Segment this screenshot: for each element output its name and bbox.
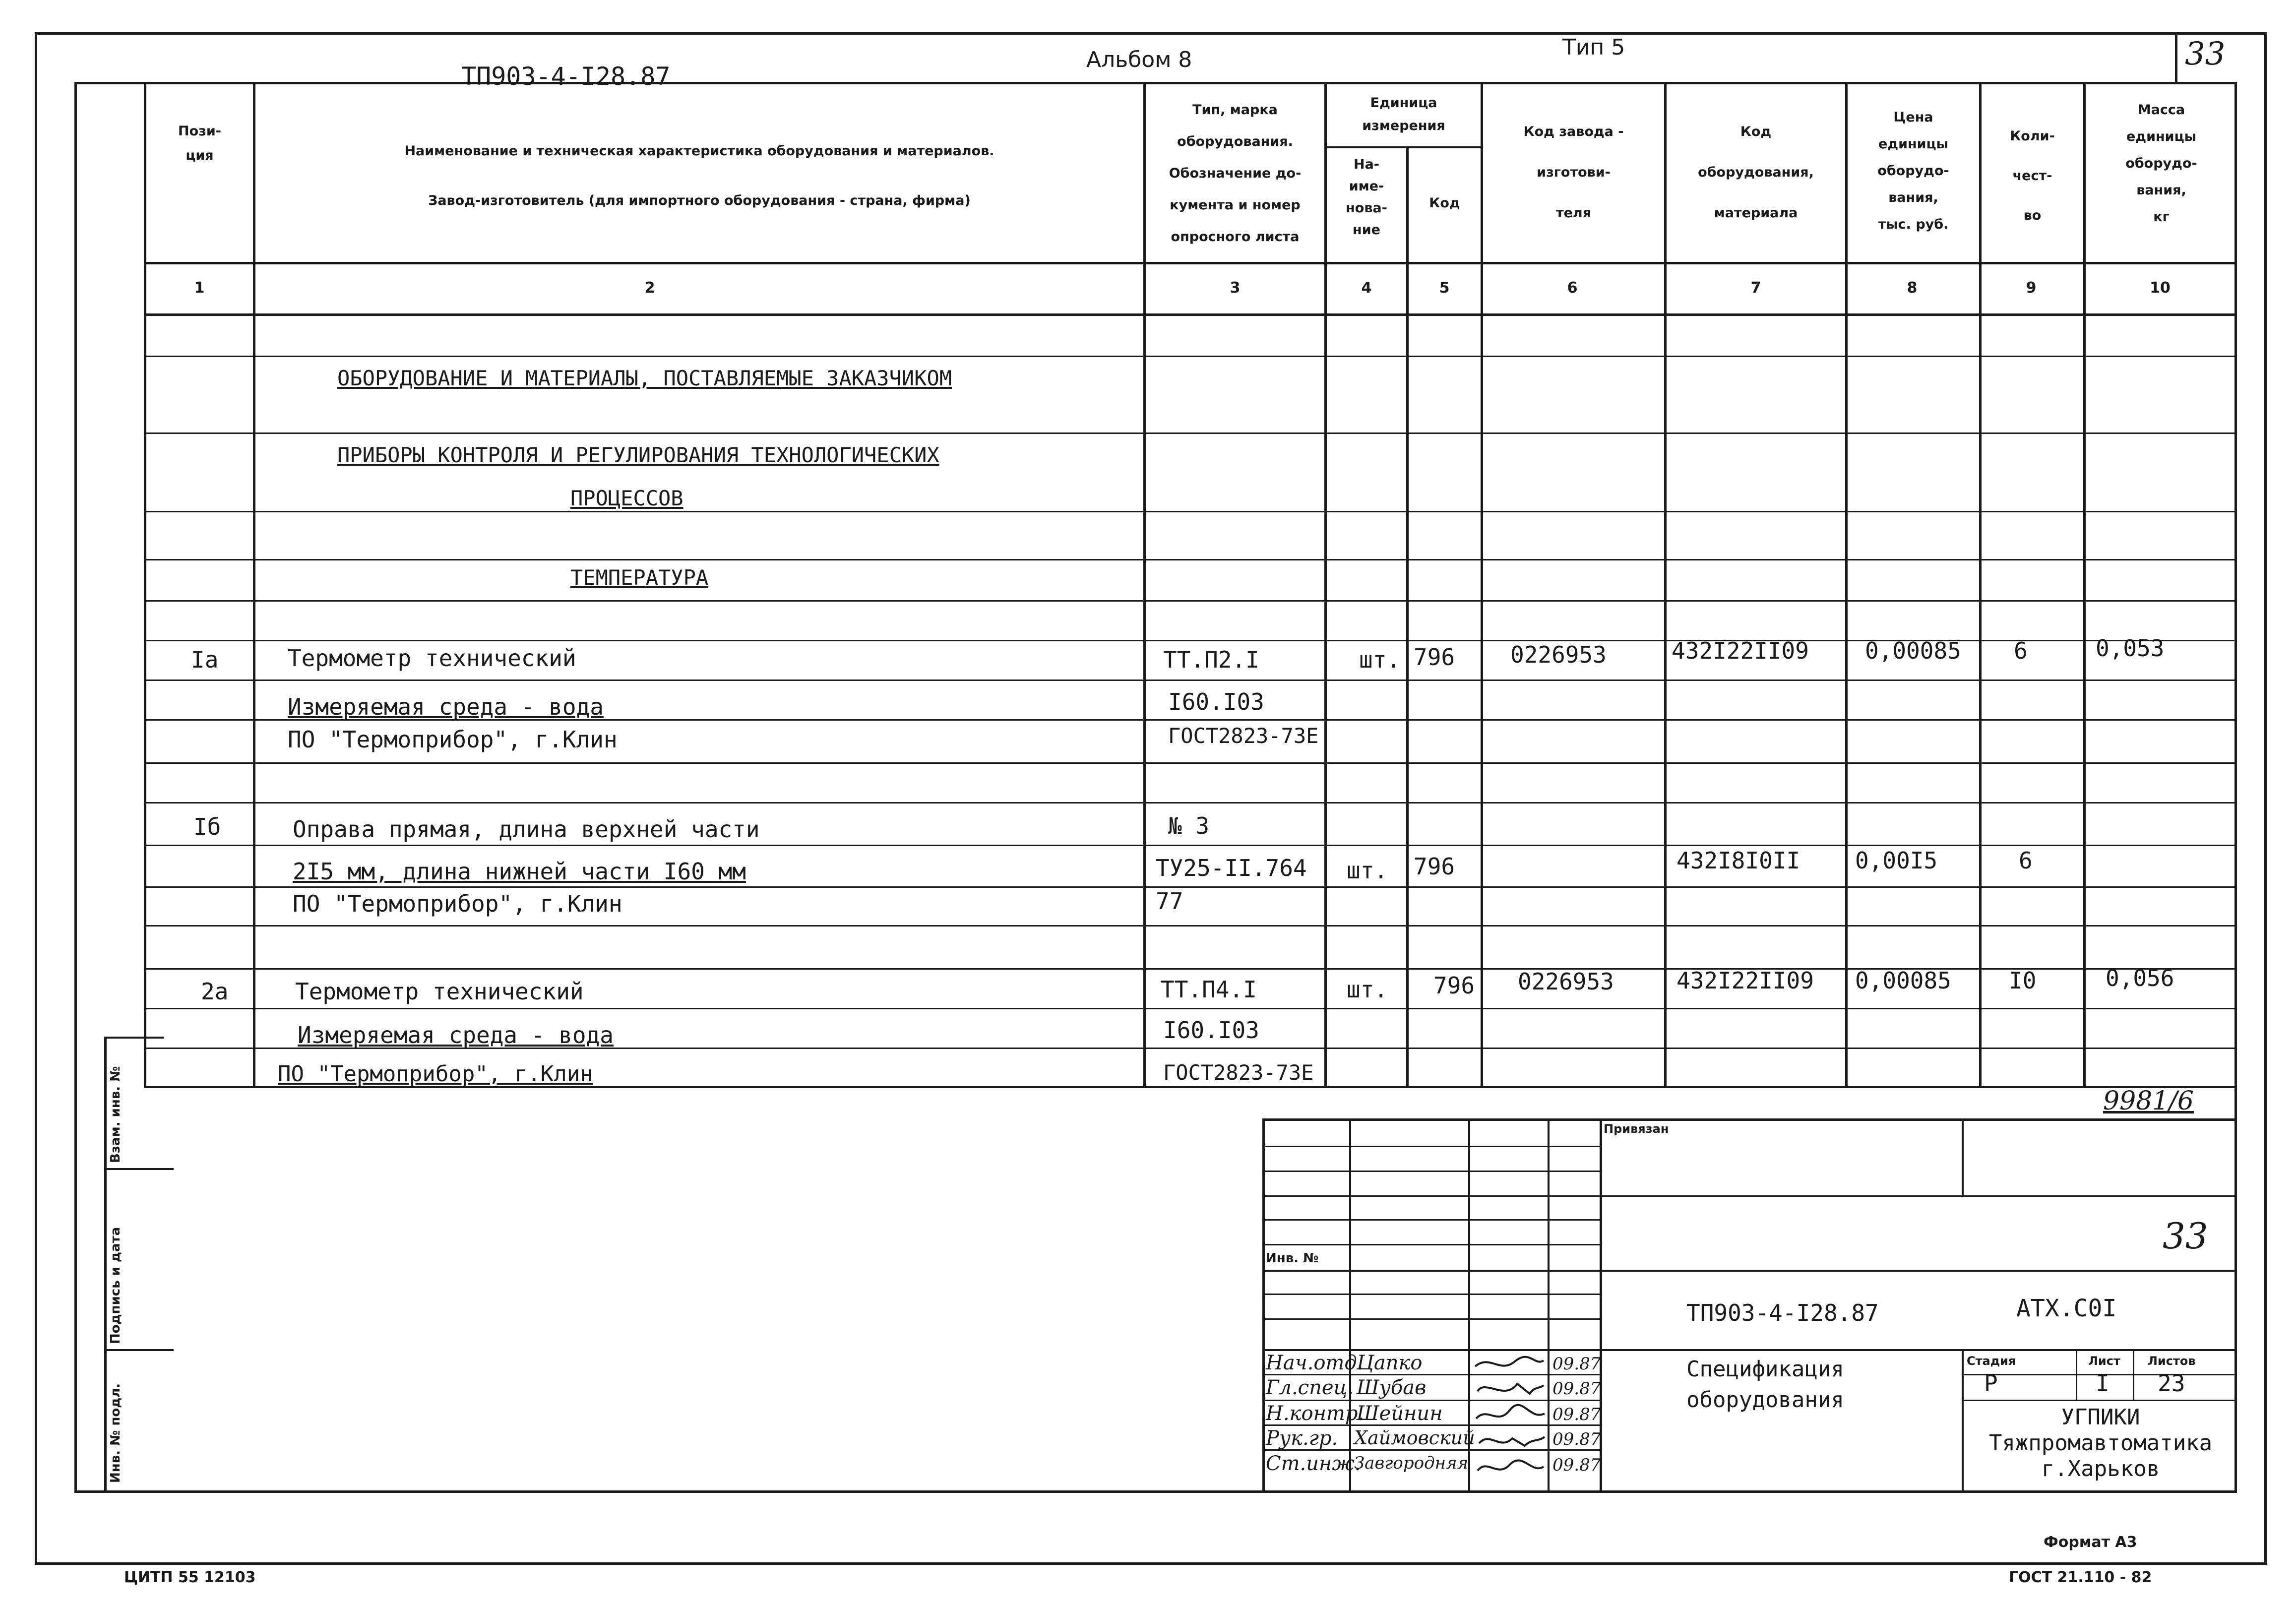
row-1b-name: Оправа прямая, длина верхней части bbox=[293, 816, 760, 843]
col-9-header: Коли- чест- во bbox=[2010, 128, 2055, 223]
row-2a-mass: 0,056 bbox=[2106, 965, 2174, 991]
signature-scribbles bbox=[1470, 1352, 1548, 1493]
row-1b-item-code: 432І8І0ІІ bbox=[1676, 847, 1800, 874]
col-10-header: Масса единицы оборудо- вания, кг bbox=[2125, 102, 2197, 225]
sig-date-2: 09.87 bbox=[1552, 1405, 1601, 1424]
row-2a-qty: І0 bbox=[2009, 967, 2037, 994]
row-1b-pos: Іб bbox=[193, 813, 221, 840]
signature-scribble-2 bbox=[1476, 1405, 1545, 1419]
sig-role-3: Рук.гр. bbox=[1266, 1427, 1338, 1450]
album-label: Альбом 8 bbox=[1086, 47, 1192, 72]
title-block-sheets: 23 bbox=[2158, 1370, 2185, 1397]
section-title-customer-supplied: ОБОРУДОВАНИЕ И МАТЕРИАЛЫ, ПОСТАВЛЯЕМЫЕ ЗАКАЗЧИКОМ bbox=[337, 366, 952, 390]
title-block-doc-code: ТП903-4-І28.87 bbox=[1686, 1299, 1879, 1326]
doc-code-top: ТП903-4-І28.87 bbox=[461, 62, 671, 91]
col-num-4: 4 bbox=[1361, 279, 1372, 297]
col-7-header: Код оборудования, материала bbox=[1698, 124, 1814, 221]
row-2a-price: 0,00085 bbox=[1855, 967, 1951, 994]
row-2a-pos: 2а bbox=[201, 978, 229, 1005]
title-block-inv-no: Инв. № bbox=[1266, 1251, 1319, 1266]
row-1a-price: 0,00085 bbox=[1865, 637, 1961, 664]
sig-date-0: 09.87 bbox=[1552, 1354, 1601, 1374]
row-1b-spec: ТУ25-ІІ.764 bbox=[1156, 855, 1307, 881]
title-block-extra-number: 9981/6 bbox=[2103, 1086, 2194, 1116]
sig-name-1: Шубав bbox=[1357, 1376, 1427, 1399]
col-3-header: Тип, марка оборудования. Обозначение до- кумента и номер опросного листа bbox=[1169, 102, 1302, 245]
col-num-2: 2 bbox=[644, 279, 655, 297]
sheet-no-box-left bbox=[2175, 32, 2177, 82]
title-block-sheet: І bbox=[2096, 1370, 2110, 1397]
signature-scribble-4 bbox=[1478, 1460, 1544, 1471]
row-1a-mass: 0,053 bbox=[2096, 635, 2165, 662]
title-block-privyazan: Привязан bbox=[1604, 1122, 1669, 1136]
row-1a-gost: ГОСТ2823-73Е bbox=[1168, 724, 1319, 748]
signature-scribble-0 bbox=[1475, 1357, 1544, 1366]
title-block-sheet-label: Лист bbox=[2088, 1354, 2120, 1368]
row-1b-qty: 6 bbox=[2019, 847, 2033, 874]
signature-scribble-1 bbox=[1478, 1384, 1544, 1394]
col-6-header: Код завода - изготови- теля bbox=[1523, 124, 1624, 221]
row-1a-maker: ПО "Термоприбор", г.Клин bbox=[288, 726, 618, 753]
sig-date-4: 09.87 bbox=[1552, 1455, 1601, 1475]
sig-name-0: Цапко bbox=[1357, 1352, 1423, 1374]
sig-role-2: Н.контр. bbox=[1266, 1402, 1365, 1425]
row-2a-maker: ПО "Термоприбор", г.Клин bbox=[278, 1061, 593, 1087]
title-block-sheets-label: Листов bbox=[2148, 1354, 2196, 1368]
sig-role-0: Нач.отд. bbox=[1266, 1352, 1364, 1374]
row-1b-maker: ПО "Термоприбор", г.Клин bbox=[293, 890, 622, 917]
row-2a-type: ТТ.П4.І bbox=[1161, 976, 1257, 1003]
col-4-header: На- име- нова- ние bbox=[1346, 157, 1387, 238]
row-2a-name: Термометр технический bbox=[295, 978, 584, 1005]
row-1a-unit-code: 796 bbox=[1414, 644, 1455, 671]
col-num-8: 8 bbox=[1907, 279, 1918, 297]
row-1a-medium: Измеряемая среда - вода bbox=[288, 693, 604, 720]
row-2a-unit: шт. bbox=[1347, 976, 1388, 1003]
sig-name-2: Шейнин bbox=[1357, 1402, 1443, 1425]
row-1a-plant-code: 0226953 bbox=[1510, 641, 1607, 668]
title-block-stage: Р bbox=[1984, 1370, 1998, 1397]
col-5-header: Код bbox=[1429, 195, 1460, 211]
col-num-3: 3 bbox=[1230, 279, 1241, 297]
title-block-stage-label: Стадия bbox=[1967, 1354, 2016, 1368]
section-title-instruments: ПРИБОРЫ КОНТРОЛЯ И РЕГУЛИРОВАНИЯ ТЕХНОЛОГИЧЕСКИХ bbox=[337, 443, 939, 467]
sheet-no-top: 33 bbox=[2185, 36, 2226, 72]
col-num-10: 10 bbox=[2150, 279, 2171, 297]
title-block-org: УГПИКИ Тяжпромавтоматика г.Харьков bbox=[1988, 1405, 2213, 1482]
title-block-doc-title: Спецификация оборудования bbox=[1686, 1357, 1844, 1413]
col-num-1: 1 bbox=[194, 279, 205, 297]
row-1a-qty: 6 bbox=[2014, 637, 2028, 664]
sig-date-1: 09.87 bbox=[1552, 1379, 1601, 1399]
signature-scribble-3 bbox=[1479, 1437, 1545, 1446]
row-1a-item-code: 432І22ІІ09 bbox=[1672, 637, 1809, 664]
unit-group-header: Единица измерения bbox=[1362, 95, 1445, 133]
row-2a-unit-code: 796 bbox=[1433, 972, 1475, 999]
row-1b-unit: шт. bbox=[1347, 857, 1388, 884]
sig-date-3: 09.87 bbox=[1552, 1429, 1601, 1449]
row-1b-price: 0,00І5 bbox=[1855, 847, 1938, 874]
sig-name-4: Завгородняя bbox=[1354, 1453, 1469, 1473]
row-1a-unit: шт. bbox=[1359, 646, 1401, 673]
col-num-7: 7 bbox=[1750, 279, 1761, 297]
section-title-temperature: ТЕМПЕРАТУРА bbox=[570, 565, 709, 590]
sig-role-1: Гл.спец. bbox=[1266, 1376, 1354, 1399]
col-num-5: 5 bbox=[1439, 279, 1450, 297]
row-2a-doc: І60.І03 bbox=[1163, 1017, 1259, 1044]
section-title-processes: ПРОЦЕССОВ bbox=[570, 486, 683, 510]
title-block-drawing-code: АТХ.С0І bbox=[2016, 1295, 2117, 1322]
row-1b-spec-cont: 77 bbox=[1156, 888, 1183, 915]
row-2a-medium: Измеряемая среда - вода bbox=[298, 1022, 614, 1049]
row-1a-name: Термометр технический bbox=[288, 645, 576, 672]
col-num-6: 6 bbox=[1567, 279, 1578, 297]
sig-role-4: Ст.инж. bbox=[1266, 1452, 1361, 1475]
row-1b-type: № 3 bbox=[1168, 812, 1210, 839]
row-1a-type: ТТ.П2.І bbox=[1163, 646, 1259, 673]
col-2-header: Наименование и техническая характеристика оборудования и материалов. Завод-изготовитель (для импортного оборудования - страна, фирма) bbox=[404, 143, 994, 208]
side-stamp-replace-inv: Взам. инв. № bbox=[108, 1066, 123, 1163]
row-1b-size: 2І5 мм, длина нижней части І60 мм bbox=[293, 858, 746, 885]
col-num-9: 9 bbox=[2026, 279, 2037, 297]
col-1-header: Пози- ция bbox=[178, 123, 221, 163]
row-1a-doc: І60.І03 bbox=[1168, 688, 1264, 715]
row-2a-gost: ГОСТ2823-73Е bbox=[1163, 1060, 1314, 1085]
title-block-sheet-no: 33 bbox=[2163, 1215, 2208, 1257]
col-8-header: Цена единицы оборудо- вания, тыс. руб. bbox=[1877, 110, 1949, 232]
footer-gost: ГОСТ 21.110 - 82 bbox=[2009, 1569, 2152, 1586]
type-label: Тип 5 bbox=[1562, 35, 1625, 60]
side-stamp-inv-orig: Инв. № подл. bbox=[108, 1383, 123, 1483]
row-1a-pos: Іа bbox=[191, 646, 219, 673]
footer-format: Формат А3 bbox=[2044, 1534, 2137, 1551]
row-2a-plant-code: 0226953 bbox=[1518, 968, 1614, 995]
footer-cipt: ЦИТП 55 12103 bbox=[124, 1569, 256, 1586]
sig-name-3: Хаймовский bbox=[1354, 1427, 1475, 1449]
row-2a-item-code: 432І22ІІ09 bbox=[1676, 967, 1814, 994]
side-stamp-signature-date: Подпись и дата bbox=[108, 1227, 123, 1344]
row-1b-unit-code: 796 bbox=[1414, 853, 1455, 880]
